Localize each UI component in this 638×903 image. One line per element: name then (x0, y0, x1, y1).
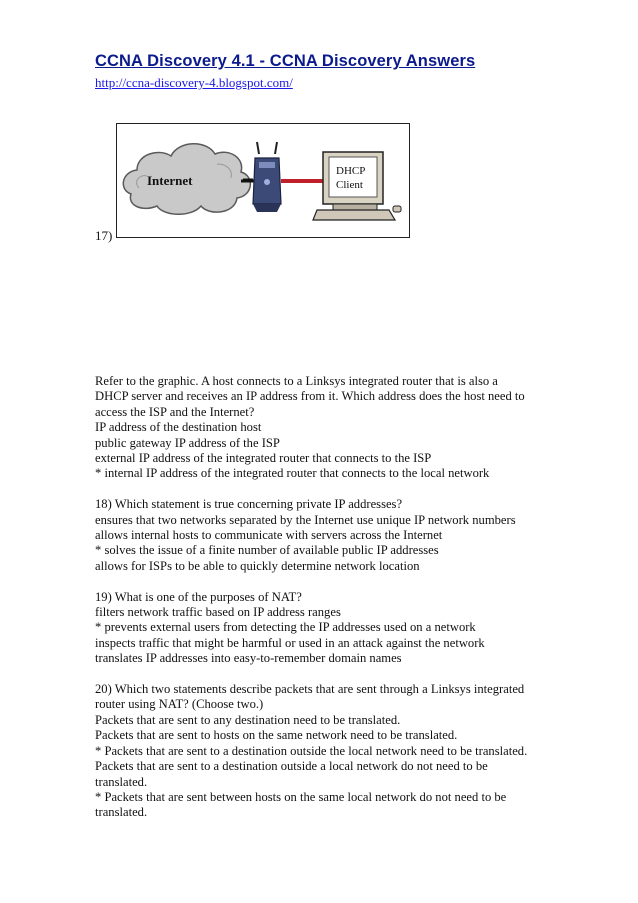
q18-option: ensures that two networks separated by the Internet use unique IP network numbers (95, 512, 516, 527)
q20-answer: * Packets that are sent between hosts on the same local network do not need to be (95, 789, 507, 804)
question-18-block (95, 497, 555, 574)
questions-body (95, 374, 555, 821)
q17-option: external IP address of the integrated router that connects to the ISP (95, 451, 432, 466)
q18-option: allows internal hosts to communicate with servers across the Internet (95, 528, 443, 543)
q19-option: filters network traffic based on IP address ranges (95, 605, 341, 620)
q20-option: Packets that are sent to any destination need to be translated. (95, 712, 401, 727)
network-diagram (116, 123, 410, 238)
source-link[interactable]: http://ccna-discovery-4.blogspot.com/ (95, 75, 293, 90)
q17-option: IP address of the destination host (95, 420, 262, 435)
q19-option: inspects traffic that might be harmful or used in an attack against the network (95, 635, 485, 650)
question-20-block (95, 682, 555, 821)
question-19-block (95, 590, 555, 667)
q20-option: translated. (95, 774, 148, 789)
q17-answer: * internal IP address of the integrated router that connects to the local network (95, 466, 490, 481)
q17-line: DHCP server and receives an IP address from it. Which address does the host need to (95, 389, 525, 404)
question-17-block (95, 374, 555, 482)
page-title[interactable]: CCNA Discovery 4.1 - CCNA Discovery Answers (95, 52, 476, 70)
q20-question: router using NAT? (Choose two.) (95, 697, 264, 712)
q20-answer: translated. (95, 805, 148, 820)
network-diagram-svg (117, 124, 409, 237)
q17-option: public gateway IP address of the ISP (95, 435, 280, 450)
q17-line: Refer to the graphic. A host connects to a Linksys integrated router that is also a (95, 374, 498, 388)
q19-answer: * prevents external users from detecting the IP addresses used on a network (95, 620, 476, 635)
q20-question: 20) Which two statements describe packets that are sent through a Linksys integrated (95, 682, 525, 697)
q17-line: access the ISP and the Internet? (95, 404, 255, 419)
q19-question: 19) What is one of the purposes of NAT? (95, 589, 302, 604)
cloud-label: Internet (147, 173, 193, 188)
client-label-line2: Client (336, 179, 363, 191)
q19-option: translates IP addresses into easy-to-remember domain names (95, 651, 402, 666)
question-number: 17) (95, 228, 113, 243)
q18-answer: * solves the issue of a finite number of available public IP addresses (95, 543, 439, 558)
router-icon (253, 142, 281, 212)
q18-option: allows for ISPs to be able to quickly determine network location (95, 558, 420, 573)
client-label-line1: DHCP (336, 165, 366, 177)
q20-option: Packets that are sent to a destination outside a local network do not need to be (95, 759, 488, 774)
q20-option: Packets that are sent to hosts on the same network need to be translated. (95, 728, 458, 743)
q20-answer: * Packets that are sent to a destination outside the local network need to be translated. (95, 743, 528, 758)
q18-question: 18) Which statement is true concerning private IP addresses? (95, 497, 403, 512)
